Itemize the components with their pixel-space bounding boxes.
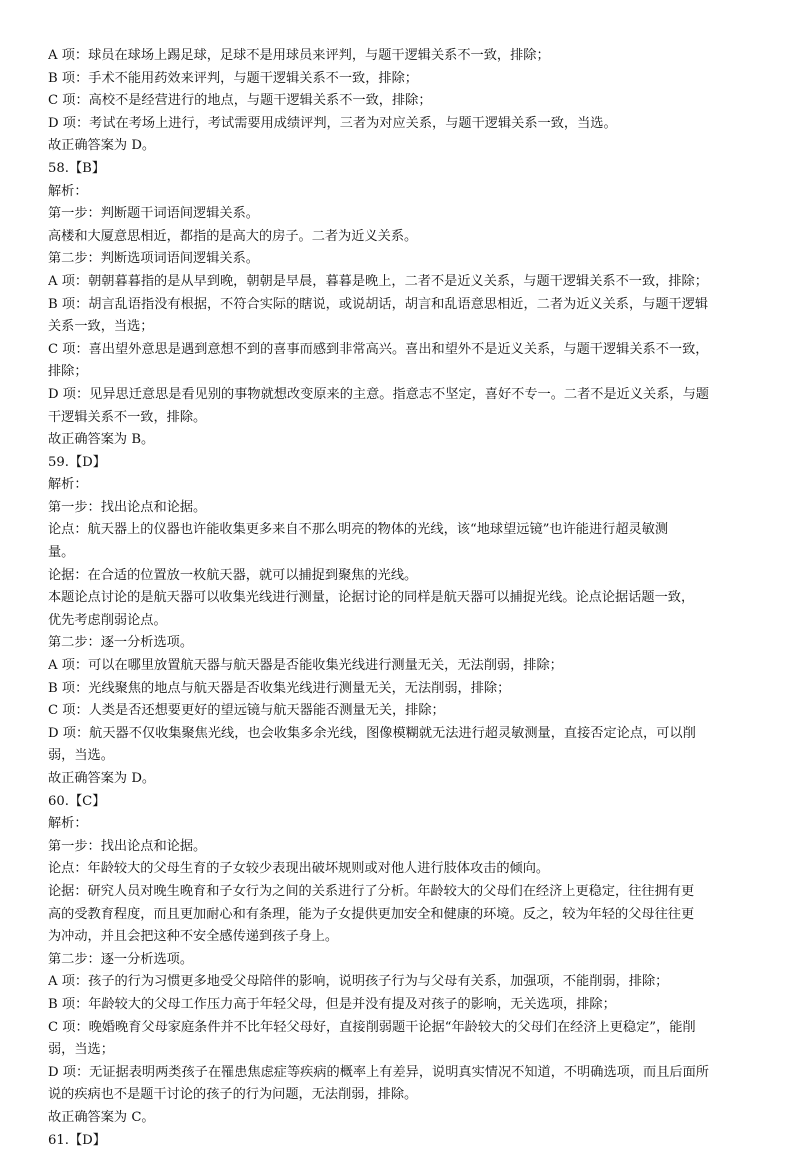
text-line: C 项：晚婚晚育父母家庭条件并不比年轻父母好，直接削弱题干论据“年龄较大的父母们在经济上更稳定”，能削	[48, 1017, 758, 1040]
text-line: 故正确答案为 D。	[48, 768, 758, 791]
text-line: 为冲动，并且会把这种不安全感传递到孩子身上。	[48, 926, 758, 949]
text-line: 弱，当选；	[48, 1039, 758, 1062]
text-line: 论点：航天器上的仪器也许能收集更多来自不那么明亮的物体的光线，该“地球望远镜”也许能进行超灵敏测	[48, 519, 758, 542]
text-line: 故正确答案为 B。	[48, 429, 758, 452]
text-line: 排除；	[48, 361, 758, 384]
question-number: 60.【C】	[48, 791, 758, 814]
text-line: A 项：朝朝暮暮指的是从早到晚，朝朝是早晨，暮暮是晚上，二者不是近义关系，与题干逻辑关系不一致，排除；	[48, 271, 758, 294]
text-line: B 项：胡言乱语指没有根据，不符合实际的瞎说，或说胡话，胡言和乱语意思相近，二者为近义关系，与题干逻辑	[48, 294, 758, 317]
text-line: D 项：无证据表明两类孩子在罹患焦虑症等疾病的概率上有差异，说明真实情况不知道，不明确选项，而且后面所	[48, 1062, 758, 1085]
text-line: A 项：孩子的行为习惯更多地受父母陪伴的影响，说明孩子行为与父母有关系，加强项，不能削弱，排除；	[48, 971, 758, 994]
text-line: 第一步：找出论点和论据。	[48, 497, 758, 520]
text-line: 故正确答案为 C。	[48, 1107, 758, 1130]
question-number: 59.【D】	[48, 452, 758, 475]
text-line: B 项：手术不能用药效来评判，与题干逻辑关系不一致，排除；	[48, 68, 758, 91]
text-line: 本题论点讨论的是航天器可以收集光线进行测量，论据讨论的同样是航天器可以捕捉光线。论点论据话题一致，	[48, 587, 758, 610]
text-line: 故正确答案为 D。	[48, 135, 758, 158]
text-line: 第二步：逐一分析选项。	[48, 632, 758, 655]
text-line: A 项：球员在球场上踢足球，足球不是用球员来评判，与题干逻辑关系不一致，排除；	[48, 45, 758, 68]
text-line: 第二步：逐一分析选项。	[48, 949, 758, 972]
text-line: 论据：在合适的位置放一枚航天器，就可以捕捉到聚焦的光线。	[48, 565, 758, 588]
text-line: 高的受教育程度，而且更加耐心和有条理，能为子女提供更加安全和健康的环境。反之，较为年轻的父母往往更	[48, 904, 758, 927]
text-line: 优先考虑削弱论点。	[48, 610, 758, 633]
text-line: 量。	[48, 542, 758, 565]
text-line: C 项：高校不是经营进行的地点，与题干逻辑关系不一致，排除；	[48, 90, 758, 113]
text-line: A 项：可以在哪里放置航天器与航天器是否能收集光线进行测量无关，无法削弱，排除；	[48, 655, 758, 678]
text-line: 论据：研究人员对晚生晚育和子女行为之间的关系进行了分析。年龄较大的父母们在经济上更稳定，往往拥有更	[48, 881, 758, 904]
text-line: 解析：	[48, 181, 758, 204]
text-line: 第一步：找出论点和论据。	[48, 836, 758, 859]
question-number: 58.【B】	[48, 158, 758, 181]
text-line: 第一步：判断题干词语间逻辑关系。	[48, 203, 758, 226]
text-line: 高楼和大厦意思相近，都指的是高大的房子。二者为近义关系。	[48, 226, 758, 249]
text-line: 解析：	[48, 813, 758, 836]
text-line: B 项：年龄较大的父母工作压力高于年轻父母，但是并没有提及对孩子的影响，无关选项，排除；	[48, 994, 758, 1017]
text-line: 61.【D】	[48, 1130, 758, 1152]
text-line: D 项：航天器不仅收集聚焦光线，也会收集多余光线，图像模糊就无法进行超灵敏测量，直接否定论点，可以削	[48, 723, 758, 746]
text-line: D 项：见异思迁意思是看见别的事物就想改变原来的主意。指意志不坚定，喜好不专一。二者不是近义关系，与题	[48, 384, 758, 407]
text-line: 解析：	[48, 474, 758, 497]
text-line: 弱，当选。	[48, 745, 758, 768]
text-line: 论点：年龄较大的父母生育的子女较少表现出破坏规则或对他人进行肢体攻击的倾向。	[48, 858, 758, 881]
document-page	[48, 45, 758, 1152]
text-line: B 项：光线聚焦的地点与航天器是否收集光线进行测量无关，无法削弱，排除；	[48, 678, 758, 701]
text-line: C 项：喜出望外意思是遇到意想不到的喜事而感到非常高兴。喜出和望外不是近义关系，与题干逻辑关系不一致，	[48, 339, 758, 362]
text-line: 第二步：判断选项词语间逻辑关系。	[48, 248, 758, 271]
text-line: D 项：考试在考场上进行，考试需要用成绩评判，三者为对应关系，与题干逻辑关系一致，当选。	[48, 113, 758, 136]
text-line: 关系一致，当选；	[48, 316, 758, 339]
text-line: 干逻辑关系不一致，排除。	[48, 407, 758, 430]
text-line: C 项：人类是否还想要更好的望远镜与航天器能否测量无关，排除；	[48, 700, 758, 723]
text-line: 说的疾病也不是题干讨论的孩子的行为问题，无法削弱，排除。	[48, 1084, 758, 1107]
